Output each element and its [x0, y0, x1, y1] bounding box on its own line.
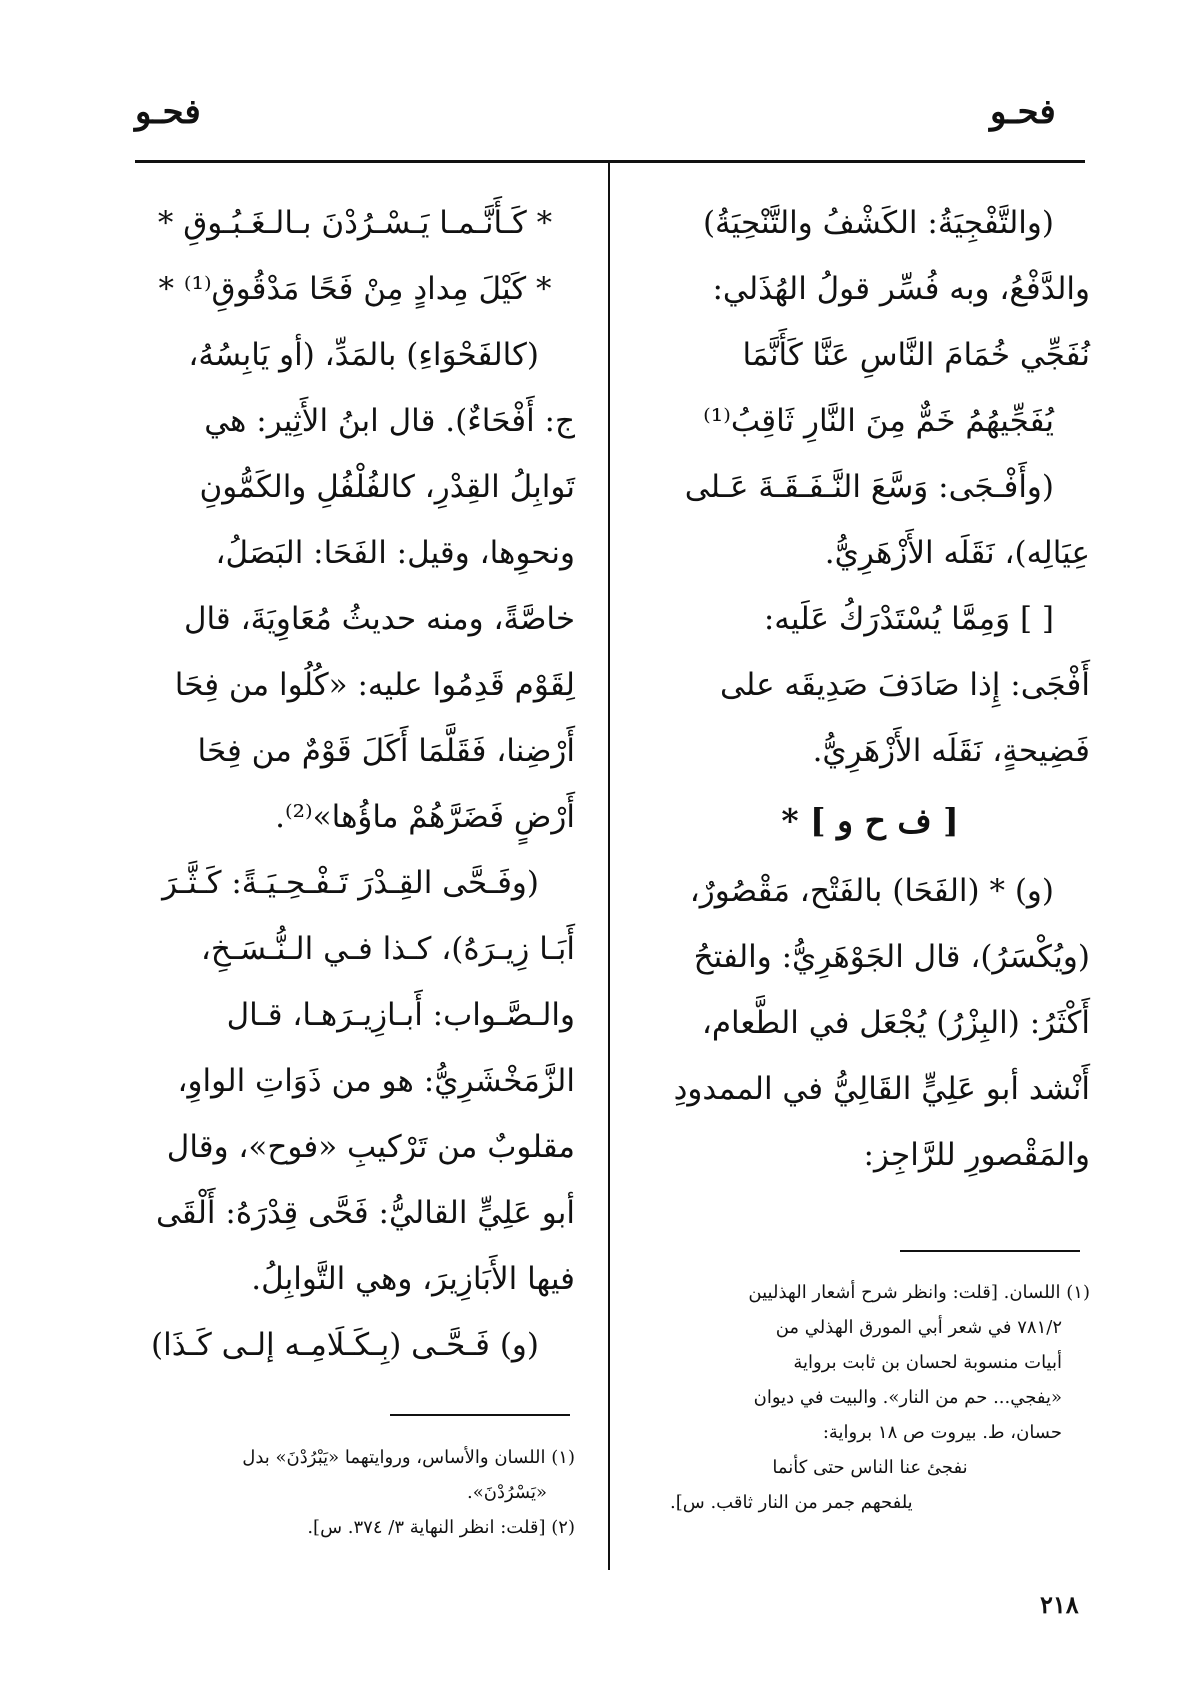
- footnote-line: (١) اللسان والأساس، وروايتهما «يَبْرُدْنَ» بدل: [242, 1447, 575, 1468]
- text-line: والدَّفْعُ، وبه فُسِّر قولُ الهُذَلي:: [712, 271, 1090, 307]
- header-rule: [135, 160, 1085, 163]
- section-heading: [ ف ح و ] *: [781, 801, 959, 840]
- right-column: [650, 190, 1090, 1188]
- text-line: (كالفَحْوَاءِ) بالمَدِّ، (أو يَابِسُهُ،: [188, 337, 539, 373]
- text-line: أَكْثَرُ: (البِزْرُ) يُجْعَل في الطَّعام،: [701, 1005, 1090, 1041]
- text-line: [ ] وَمِمَّا يُسْتَدْرَكُ عَلَيه:: [763, 601, 1054, 637]
- footnote-verse: نفجئ عنا الناس حتى كأنما: [772, 1457, 968, 1478]
- verse-line: نُفَجِّي خُمَامَ النَّاسِ عَنَّا كَأَنَّمَا: [742, 337, 1090, 373]
- footnote-verse: يلفحهم جمر من النار ثاقب. س].: [670, 1492, 913, 1513]
- text-line: الزَّمَخْشَرِيُّ: هو من ذَوَاتِ الواوِ،: [177, 1063, 575, 1099]
- text-line: أَرْضٍ فَضَرَّهُمْ ماؤُها»⁽²⁾.: [275, 799, 575, 835]
- text-line: خاصَّةً، ومنه حديثُ مُعَاوِيَةَ، قال: [183, 601, 575, 637]
- text-line: والـصَّـواب: أَبـازِيـرَهـا، قـال: [226, 997, 575, 1033]
- text-line: أَرْضِنا، فَقَلَّمَا أَكَلَ قَوْمٌ من فِحَا: [197, 733, 575, 769]
- footnotes-left: [135, 1440, 575, 1545]
- footnote-line: (٢) [قلت: انظر النهاية ٣/ ٣٧٤. س].: [307, 1517, 575, 1538]
- page-number: ٢١٨: [1040, 1590, 1079, 1619]
- text-line: أَنْشد أبو عَلِيٍّ القَالِيُّ في الممدودِ: [673, 1071, 1090, 1107]
- verse-line: يُفَجِّيهُمُ خَمٌّ مِنَ النَّارِ ثَاقِبُ⁽¹⁾: [703, 403, 1054, 439]
- text-line: ج: أَفْحَاءٌ). قال ابنُ الأَثِير: هي: [204, 403, 575, 439]
- text-line: أَفْجَى: إِذا صَادَفَ صَدِيقَه على: [719, 667, 1090, 703]
- text-line: فَضِيحةٍ، نَقَلَه الأَزْهَرِيُّ.: [812, 733, 1090, 769]
- footnotes-right: [650, 1275, 1090, 1520]
- footnote-line: أبيات منسوبة لحسان بن ثابت برواية: [793, 1352, 1062, 1373]
- text-line: (ويُكْسَرُ)، قال الجَوْهَرِيُّ: والفتحُ: [693, 939, 1090, 975]
- running-header-right: فحـو: [990, 92, 1056, 132]
- footnote-line: حسان، ط. بيروت ص ١٨ برواية:: [822, 1422, 1062, 1443]
- text-line: أَبَـا زِيـرَهُ)، كـذا فـي الـنُّـسَـخِ،: [200, 931, 575, 967]
- column-divider: [608, 160, 610, 1570]
- text-line: أبو عَلِيٍّ القاليُّ: فَحَّى قِدْرَهُ: أَلْقَى: [155, 1195, 575, 1231]
- text-line: والمَقْصورِ للرَّاجِز:: [863, 1137, 1090, 1173]
- footnote-line: ٧٨١/٢ في شعر أبي المورق الهذلي من: [775, 1317, 1062, 1338]
- text-line: عِيَالِه)، نَقَلَه الأَزْهَرِيُّ.: [824, 535, 1090, 571]
- verse-line: * كَيْلَ مِدادٍ مِنْ فَحًا مَدْقُوقِ⁽¹⁾ *: [158, 271, 552, 307]
- verse-line: * كَـأَنَّـمـا يَـسْـرُدْنَ بـالـغَـبُـوقِ *: [157, 205, 553, 241]
- text-line: (وأَفْـجَى: وَسَّعَ النَّـفَـقَـةَ عَـلى: [684, 469, 1054, 505]
- footnote-line: «يَسْرُدْنَ».: [467, 1482, 547, 1503]
- text-line: (و) فَـحَّـى (بِـكَـلَامِـه إلـى كَـذَا): [150, 1327, 539, 1363]
- running-header-left: فحـو: [135, 92, 201, 132]
- left-column: [135, 190, 575, 1378]
- text-line: تَوابِلُ القِدْرِ، كالفُلْفُلِ والكَمُّونِ: [199, 469, 575, 505]
- text-line: مقلوبٌ من تَرْكيبِ «فوح»، وقال: [166, 1129, 575, 1165]
- footnote-line: «يفجي... حم من النار». والبيت في ديوان: [753, 1387, 1062, 1408]
- text-line: (والتَّفْجِيَةُ: الكَشْفُ والتَّنْحِيَةُ): [702, 205, 1054, 241]
- text-line: لِقَوْم قَدِمُوا عليه: «كُلُوا من فِحَا: [174, 667, 575, 703]
- text-line: (و) * (الفَحَا) بالفَتْح، مَقْصُورٌ،: [689, 873, 1054, 909]
- text-line: ونحوِها، وقيل: الفَحَا: البَصَلُ،: [215, 535, 575, 571]
- footnote-line: (١) اللسان. [قلت: وانظر شرح أشعار الهذليين: [748, 1282, 1090, 1303]
- footnote-rule-right: [900, 1250, 1080, 1252]
- footnote-rule-left: [390, 1414, 570, 1416]
- text-line: (وفَـحَّى القِـدْرَ تَـفْـحِـيَـةً: كَـثَّـرَ: [162, 865, 539, 901]
- text-line: فيها الأَبَازِيرَ، وهي التَّوابِلُ.: [251, 1261, 575, 1297]
